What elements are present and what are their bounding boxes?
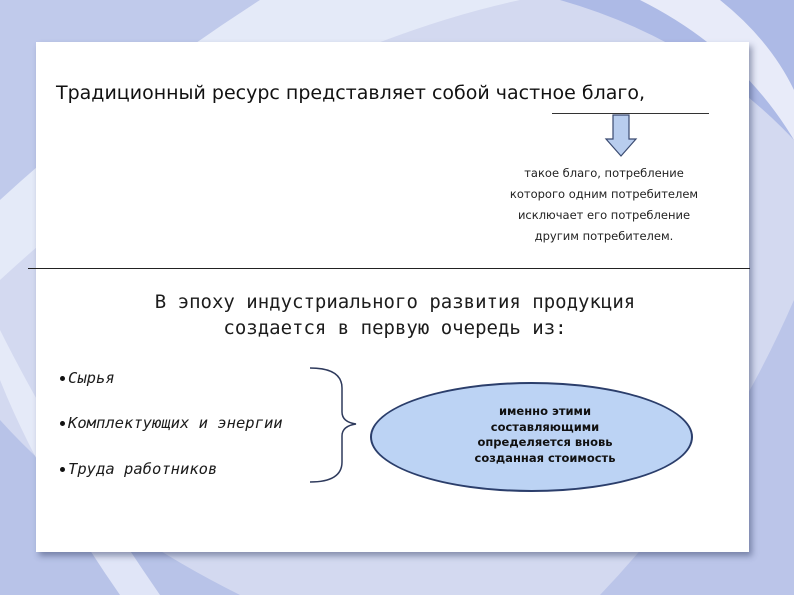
bullet-dot-icon xyxy=(60,467,65,472)
ellipse-line: созданная стоимость xyxy=(474,450,616,465)
ellipse-line: именно этими xyxy=(498,404,592,418)
down-arrow-icon xyxy=(604,114,638,158)
bullet-label: Комплектующих и энергии xyxy=(68,414,283,432)
bullet-dot-icon xyxy=(60,376,65,381)
bullet-label: Сырья xyxy=(68,369,115,387)
definition-line: другим потребителем. xyxy=(534,229,674,243)
section-subhead xyxy=(60,289,730,341)
ellipse-text xyxy=(455,404,635,466)
section-divider xyxy=(28,268,750,269)
definition-line: исключает его потребление xyxy=(517,208,691,222)
list-item xyxy=(60,414,283,432)
list-item xyxy=(60,369,115,387)
subhead-line: создается в первую очередь из: xyxy=(223,317,567,339)
definition-line: такое благо, потребление xyxy=(524,166,684,180)
list-item xyxy=(60,460,217,478)
definition-text xyxy=(486,163,722,247)
right-brace-icon xyxy=(308,366,358,486)
subhead-line: В эпоху индустриального развития продукция xyxy=(154,291,636,313)
bullet-label: Труда работников xyxy=(68,460,218,478)
headline: Традиционный ресурс представляет собой частное благо, xyxy=(56,82,646,104)
ellipse-line: составляющими xyxy=(490,419,600,434)
ellipse-line: определяется вновь xyxy=(477,435,613,449)
definition-line: которого одним потребителем xyxy=(509,187,699,201)
bullet-dot-icon xyxy=(60,421,65,426)
